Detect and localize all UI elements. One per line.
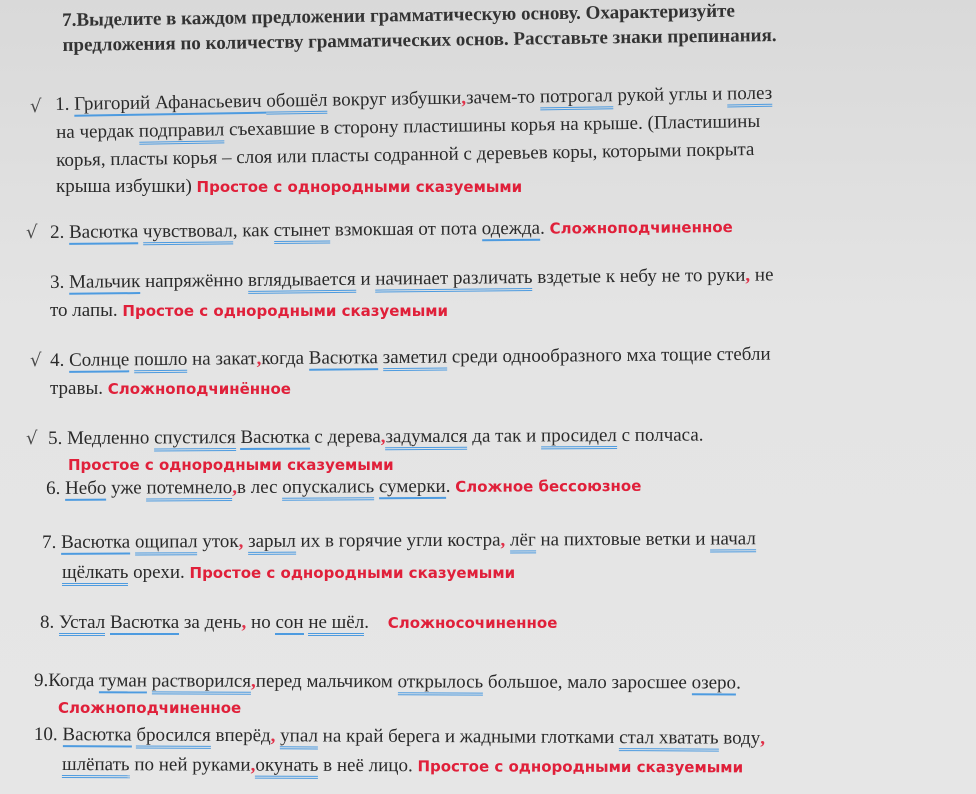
sentence-9-predicate-1: растворился	[152, 670, 251, 694]
sentence-1-line-4: крыша избушки) Простое с однородными сказуемыми	[56, 176, 523, 197]
sentence-8-subject-2: сон	[275, 612, 304, 633]
sentence-2: 2. Васютка чувствовал, как стынет взмокшая от пота одежда. Сложноподчиненное	[50, 216, 733, 244]
task-header	[62, 0, 923, 58]
sentence-2-predicate-2: стынет	[274, 220, 331, 244]
sentence-5-subject: Васютка	[240, 426, 310, 448]
sentence-4-line-2: травы. Сложноподчинённое	[50, 378, 291, 399]
sentence-4-answer: Сложноподчинённое	[107, 380, 291, 398]
sentence-6-predicate-1: потемнело	[146, 477, 232, 501]
sentence-7-predicate-1: ощипал	[135, 531, 198, 555]
sentence-7-predicate-2: зарыл	[248, 531, 296, 555]
sentence-1-predicate-1: обошёл	[266, 90, 328, 115]
sentence-7-line-1: 7. Васютка ощипал уток, зарыл их в горячие угли костра, лёг на пихтовые ветки и начал	[42, 528, 756, 554]
sentence-5: 5. Медленно спустился Васютка с дерева,задумался да так и просидел с полчаса.	[48, 425, 704, 450]
sentence-7-predicate-3: лёг	[510, 529, 536, 553]
sentence-4-predicate-2: заметил	[383, 347, 448, 372]
sentence-7-predicate-4: начал	[710, 528, 756, 552]
sentence-2-predicate-1: чувствовал	[143, 220, 233, 245]
sentence-2-subject-1: Васютка	[68, 221, 139, 243]
sentence-10-predicate-5: окунать	[255, 755, 318, 779]
sentence-6-predicate-2: опускались	[282, 476, 374, 500]
sentence-10-number: 10.	[33, 724, 58, 746]
sentence-6: 6. Небо уже потемнело,в лес опускались сумерки. Сложное бессоюзное	[46, 475, 641, 500]
sentence-10-predicate-3: стал хватать	[619, 727, 719, 752]
sentence-5-predicate-2: задумался	[385, 426, 467, 450]
sentence-7-line-2: щёлкать орехи. Простое с однородными сказуемыми	[62, 562, 515, 584]
sentence-6-answer: Сложное бессоюзное	[455, 476, 642, 496]
sentence-1-predicate-3: полез	[727, 83, 772, 108]
sentence-1-answer: Простое с однородными сказуемыми	[196, 178, 523, 196]
sentence-2-subject-2: одежда	[481, 217, 541, 240]
sentence-4-line-1: 4. Солнце пошло на закат,когда Васютка заметил среди однообразного мха тощие стебли	[50, 344, 771, 372]
sentence-10-subject: Васютка	[62, 724, 132, 746]
sentence-9-answer-line	[58, 697, 241, 719]
sentence-3-subject: Мальчик	[68, 271, 141, 293]
sentence-4-subject-1: Солнце	[68, 349, 130, 371]
sentence-10-answer: Простое с однородными сказуемыми	[417, 757, 744, 777]
sentence-1-line-1: 1. Григорий Афанасьевич обошёл вокруг избушки,зачем-то потрогал рукой углы и полез	[55, 82, 773, 115]
sentence-1-number: 1.	[55, 93, 70, 115]
sentence-8-subject-1: Васютка	[109, 612, 180, 633]
sentence-9: 9.Когда туман растворился,перед мальчиком открылось большое, мало заросшее озеро.	[34, 670, 741, 694]
sentence-7-subject: Васютка	[60, 531, 131, 553]
sentence-5-predicate-1: спустился	[154, 427, 236, 451]
checkmark-1: √	[30, 96, 42, 117]
sentence-6-subject-1: Небо	[64, 477, 107, 499]
sentence-9-subject-1: туман	[99, 670, 147, 692]
sentence-3-line-2: то лапы. Простое с однородными сказуемыми	[50, 300, 449, 321]
checkmark-5: √	[26, 428, 38, 449]
sentence-8: 8. Устал Васютка за день, но сон не шёл. Сложносочиненное	[40, 612, 557, 634]
checkmark-4: √	[30, 350, 42, 371]
sentence-9-answer: Сложноподчиненное	[58, 699, 242, 717]
sentence-10-predicate-4: шлёпать	[62, 754, 130, 778]
sentence-10-predicate-2: упал	[280, 725, 318, 749]
sentence-8-number: 8.	[40, 612, 55, 633]
sentence-4-number: 4.	[50, 349, 65, 371]
sentence-9-number: 9.	[33, 670, 49, 692]
sentence-7-predicate-5: щёлкать	[62, 562, 128, 586]
sentence-6-number: 6.	[46, 477, 61, 499]
sentence-3-predicate-2: начинает различать	[375, 267, 532, 293]
sentence-3-number: 3.	[50, 271, 65, 293]
sentence-10-line-1: 10. Васютка бросился вперёд, упал на край берега и жадными глотками стал хватать воду,	[34, 724, 765, 750]
sentence-5-answer: Простое с однородными сказуемыми	[68, 456, 394, 474]
sentence-10-line-2: шлёпать по ней руками,окунать в неё лицо. Простое с однородными сказуемыми	[62, 754, 743, 778]
sentence-7-number: 7.	[42, 531, 57, 553]
sentence-5-number: 5.	[48, 427, 63, 449]
sentence-1-predicate-4: подправил	[139, 119, 225, 144]
sentence-1-line-2: на чердак подправил съехавшие в сторону пластишины корья на крыше. (Пластишины	[56, 110, 761, 143]
sentence-1-subject: Григорий Афанасьевич	[73, 90, 267, 115]
sentence-3-answer: Простое с однородными сказуемыми	[122, 302, 449, 320]
sentence-2-answer: Сложноподчиненное	[549, 218, 733, 238]
sentence-8-answer: Сложносочиненное	[387, 614, 558, 632]
task-line-2: предложения по количеству грамматических основ. Расставьте знаки препинания.	[62, 25, 777, 56]
sentence-5-answer-line	[68, 454, 394, 476]
sentence-2-number: 2.	[50, 221, 65, 243]
sentence-5-predicate-3: просидел	[541, 425, 617, 449]
sentence-4-predicate-1: пошло	[134, 349, 187, 373]
inserted-comma: ,	[461, 87, 467, 109]
sentence-3-line-1: 3. Мальчик напряжённо вглядывается и начинает различать вздетые к небу не то руки, не	[50, 264, 774, 293]
sentence-4-subject-2: Васютка	[308, 347, 379, 369]
sentence-6-subject-2: сумерки	[378, 475, 446, 498]
sentence-1-line-3: корья, пласты корья – слоя или пласты содранной с деревьев коры, которыми покрыта	[56, 139, 755, 171]
sentence-7-answer: Простое с однородными сказуемыми	[189, 564, 516, 582]
checkmark-2: √	[26, 222, 38, 243]
task-line-1: 7.Выделите в каждом предложении грамматическую основу. Охарактеризуйте	[62, 0, 736, 31]
sentence-9-subject-2: озеро	[691, 672, 737, 694]
sentence-8-predicate-1: Устал	[59, 612, 105, 636]
sentence-10-predicate-1: бросился	[136, 725, 211, 749]
sentence-8-predicate-2: не шёл	[308, 612, 364, 636]
sentence-1-predicate-2: потрогал	[540, 85, 613, 110]
sentence-3-predicate-1: вглядывается	[248, 269, 356, 294]
sentence-9-predicate-2: открылось	[398, 671, 484, 695]
